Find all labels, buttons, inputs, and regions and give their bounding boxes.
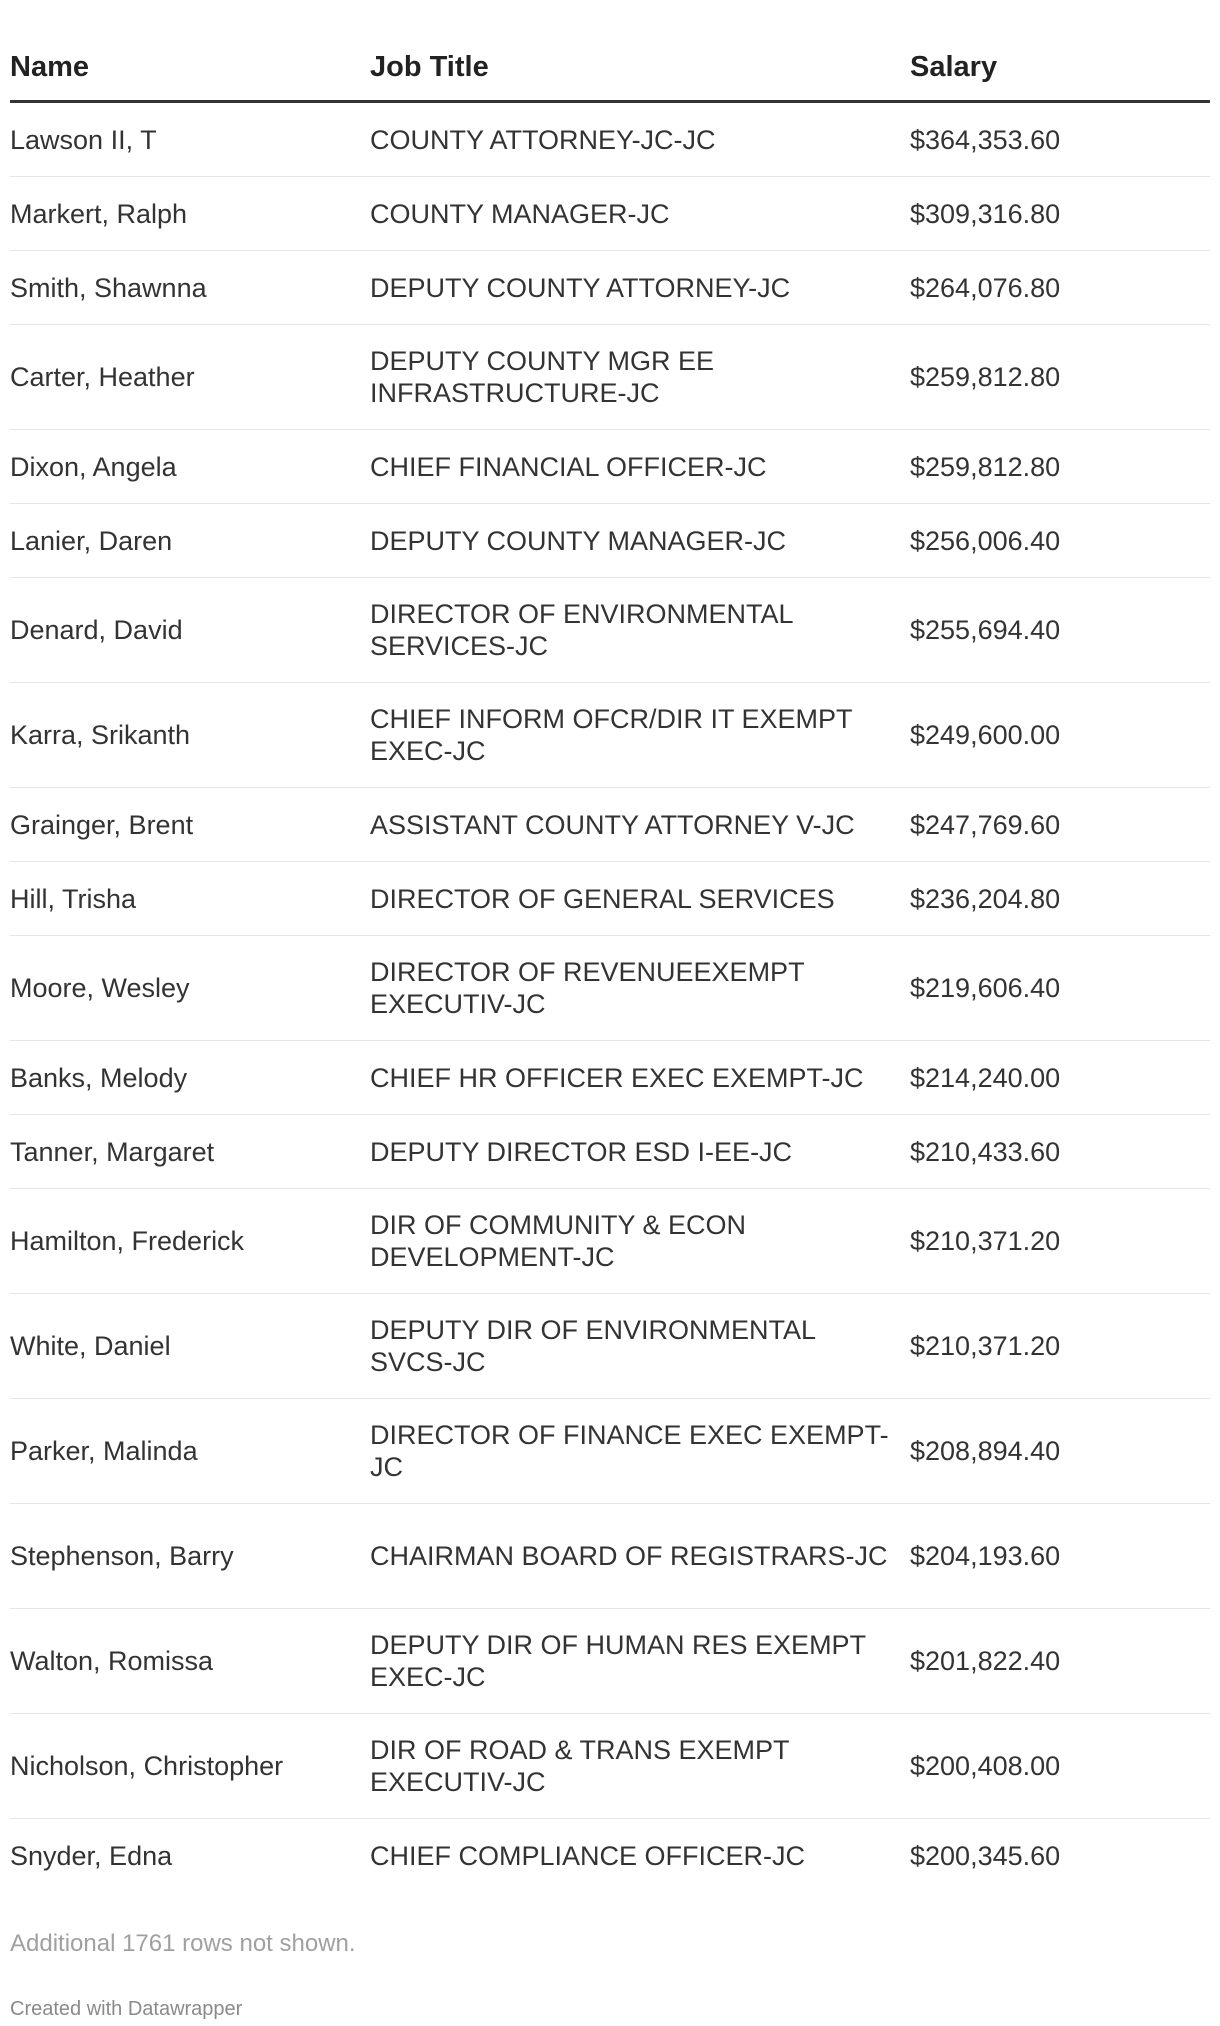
cell-name: Banks, Melody xyxy=(10,1041,370,1115)
datawrapper-credit[interactable]: Created with Datawrapper xyxy=(10,1998,243,2020)
cell-job-title: DIRECTOR OF REVENUEEXEMPT EXECUTIV-JC xyxy=(370,936,910,1041)
cell-name: Nicholson, Christopher xyxy=(10,1714,370,1819)
cell-job-title: CHIEF INFORM OFCR/DIR IT EXEMPT EXEC-JC xyxy=(370,683,910,788)
table-row xyxy=(10,1819,1210,1893)
cell-job-title: DEPUTY COUNTY MGR EE INFRASTRUCTURE-JC xyxy=(370,325,910,430)
cell-salary: $236,204.80 xyxy=(910,862,1210,936)
cell-name: Grainger, Brent xyxy=(10,788,370,862)
cell-job-title: DEPUTY COUNTY MANAGER-JC xyxy=(370,504,910,578)
cell-salary: $201,822.40 xyxy=(910,1609,1210,1714)
cell-job-title: DEPUTY DIRECTOR ESD I-EE-JC xyxy=(370,1115,910,1189)
table-row xyxy=(10,102,1210,177)
cell-name: Karra, Srikanth xyxy=(10,683,370,788)
table-row xyxy=(10,1399,1210,1504)
table-row xyxy=(10,1115,1210,1189)
table-body xyxy=(10,102,1210,1893)
cell-job-title: ASSISTANT COUNTY ATTORNEY V-JC xyxy=(370,788,910,862)
table-row xyxy=(10,504,1210,578)
table-row xyxy=(10,1504,1210,1609)
cell-name: Hill, Trisha xyxy=(10,862,370,936)
cell-name: Tanner, Margaret xyxy=(10,1115,370,1189)
cell-name: Snyder, Edna xyxy=(10,1840,173,1871)
cell-name: Lanier, Daren xyxy=(10,504,370,578)
table-row xyxy=(10,1041,1210,1115)
cell-name: Denard, David xyxy=(10,578,370,683)
cell-salary: $259,812.80 xyxy=(910,430,1210,504)
table-row xyxy=(10,862,1210,936)
table-row xyxy=(10,1189,1210,1294)
table-row xyxy=(10,177,1210,251)
cell-salary: $214,240.00 xyxy=(910,1041,1210,1115)
table-header xyxy=(10,38,1210,102)
column-header-salary[interactable]: Salary xyxy=(910,38,1210,102)
cell-salary: $364,353.60 xyxy=(910,102,1210,177)
cell-salary: $204,193.60 xyxy=(910,1504,1210,1609)
table-row xyxy=(10,251,1210,325)
cell-salary: $264,076.80 xyxy=(910,251,1210,325)
cell-job-title: DIRECTOR OF GENERAL SERVICES xyxy=(370,862,910,936)
cell-salary: $256,006.40 xyxy=(910,504,1210,578)
cell-job-title: DIR OF COMMUNITY & ECON DEVELOPMENT-JC xyxy=(370,1189,910,1294)
cell-name: Markert, Ralph xyxy=(10,177,370,251)
salary-table xyxy=(10,38,1210,1892)
rows-not-shown-note: Additional 1761 rows not shown. xyxy=(10,1930,356,1957)
cell-job-title: DIRECTOR OF FINANCE EXEC EXEMPT-JC xyxy=(370,1399,910,1504)
table-row xyxy=(10,578,1210,683)
cell-salary: $249,600.00 xyxy=(910,683,1210,788)
cell-job-title: COUNTY MANAGER-JC xyxy=(370,177,910,251)
cell-salary: $219,606.40 xyxy=(910,936,1210,1041)
cell-salary: $210,371.20 xyxy=(910,1189,1210,1294)
table-row xyxy=(10,325,1210,430)
table-row xyxy=(10,1294,1210,1399)
table-row xyxy=(10,1609,1210,1714)
cell-job-title: DIR OF ROAD & TRANS EXEMPT EXECUTIV-JC xyxy=(370,1714,910,1819)
cell-name: Hamilton, Frederick xyxy=(10,1189,370,1294)
cell-job-title: DEPUTY DIR OF ENVIRONMENTAL SVCS-JC xyxy=(370,1294,910,1399)
cell-name: Dixon, Angela xyxy=(10,430,370,504)
cell-salary: $255,694.40 xyxy=(910,578,1210,683)
cell-job-title: COUNTY ATTORNEY-JC-JC xyxy=(370,102,910,177)
cell-name: Smith, Shawnna xyxy=(10,251,370,325)
cell-salary: $309,316.80 xyxy=(910,177,1210,251)
cell-salary: $259,812.80 xyxy=(910,325,1210,430)
cell-job-title: CHIEF FINANCIAL OFFICER-JC xyxy=(370,430,910,504)
cell-name: White, Daniel xyxy=(10,1294,370,1399)
column-header-job-title[interactable]: Job Title xyxy=(370,38,910,102)
cell-salary: $210,433.60 xyxy=(910,1115,1210,1189)
cell-salary: $208,894.40 xyxy=(910,1399,1210,1504)
column-header-name[interactable]: Name xyxy=(10,38,370,102)
cell-salary: $247,769.60 xyxy=(910,788,1210,862)
table-row xyxy=(10,936,1210,1041)
table-row xyxy=(10,683,1210,788)
cell-name: Moore, Wesley xyxy=(10,936,370,1041)
cell-job-title: DIRECTOR OF ENVIRONMENTAL SERVICES-JC xyxy=(370,578,910,683)
cell-salary: $210,371.20 xyxy=(910,1294,1210,1399)
cell-name: Lawson II, T xyxy=(10,102,370,177)
cell-job-title: DEPUTY DIR OF HUMAN RES EXEMPT EXEC-JC xyxy=(370,1609,910,1714)
cell-salary: $200,408.00 xyxy=(910,1714,1210,1819)
cell-job-title: CHIEF COMPLIANCE OFFICER-JC xyxy=(370,1840,806,1871)
table-row xyxy=(10,430,1210,504)
cell-job-title: CHAIRMAN BOARD OF REGISTRARS-JC xyxy=(370,1504,910,1609)
cell-name: Walton, Romissa xyxy=(10,1609,370,1714)
cell-name: Stephenson, Barry xyxy=(10,1504,370,1609)
cell-job-title: CHIEF HR OFFICER EXEC EXEMPT-JC xyxy=(370,1041,910,1115)
table-row xyxy=(10,788,1210,862)
cell-name: Carter, Heather xyxy=(10,325,370,430)
cell-salary: $200,345.60 xyxy=(910,1840,1061,1871)
table-row xyxy=(10,1714,1210,1819)
cell-job-title: DEPUTY COUNTY ATTORNEY-JC xyxy=(370,251,910,325)
header-row xyxy=(10,38,1210,102)
cell-name: Parker, Malinda xyxy=(10,1399,370,1504)
